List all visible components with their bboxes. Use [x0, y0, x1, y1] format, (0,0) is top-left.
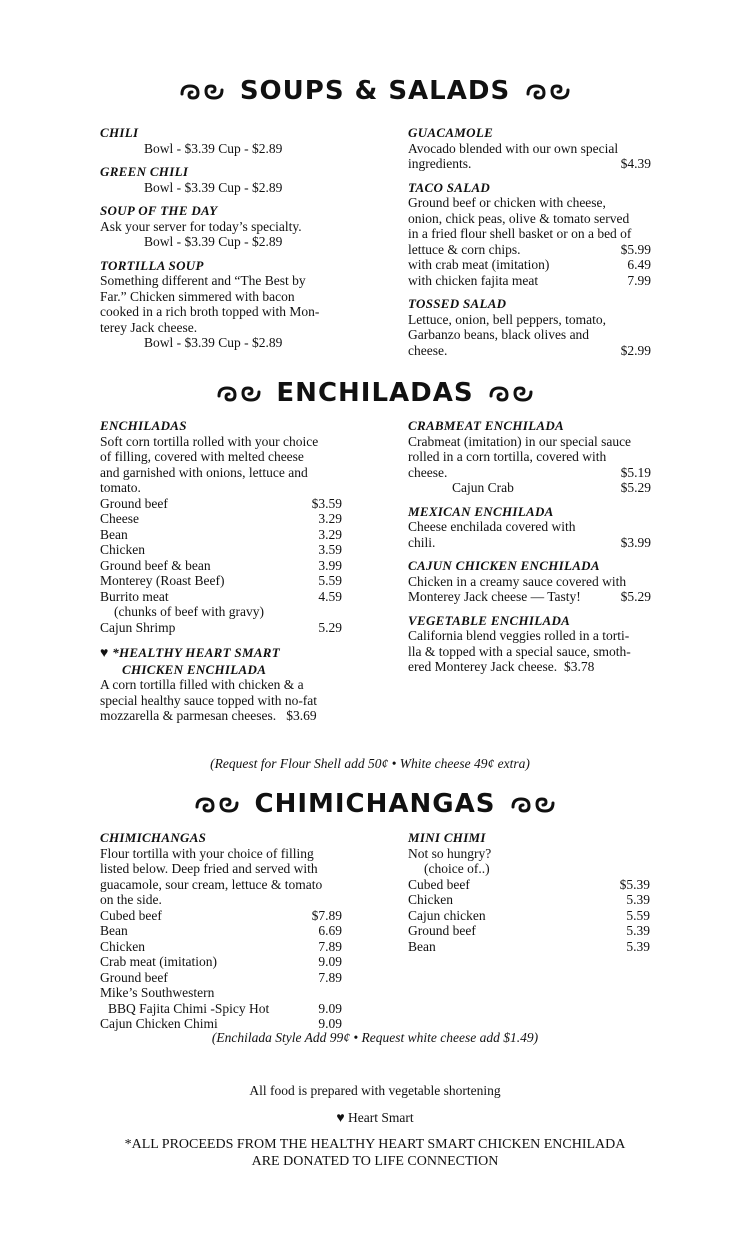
item-price: $3.59: [311, 495, 342, 511]
heart-icon: ♥: [100, 646, 109, 661]
item-description: special healthy sauce topped with no-fat: [100, 692, 318, 708]
price-row: [408, 257, 651, 273]
price-row: [100, 1001, 342, 1017]
item-description: rolled in a corn tortilla, covered with: [408, 449, 607, 464]
item-price: 5.39: [626, 892, 650, 907]
price-row: [408, 923, 650, 939]
swirl-ornament-icon: [178, 82, 226, 102]
option-label: Crab meat (imitation): [100, 954, 217, 969]
item-price: 3.59: [318, 542, 342, 557]
price-row: [100, 908, 342, 924]
item-description: Crabmeat (imitation) in our special sauce: [408, 433, 632, 449]
section-header-chimichangas: [0, 789, 750, 820]
option-label: Cajun Shrimp: [100, 619, 176, 635]
option-label: Ground beef & bean: [100, 557, 211, 573]
item-price: 9.09: [318, 1000, 342, 1016]
price-list: [100, 496, 342, 605]
price-line: Bowl - $3.39 Cup - $2.89: [144, 335, 283, 350]
item-description: terey Jack cheese.: [100, 319, 198, 335]
item-description: cheese.: [408, 342, 448, 358]
item-description: of filling, covered with melted cheese: [100, 449, 304, 464]
item-price: 5.39: [626, 923, 650, 938]
option-label: Ground beef: [100, 969, 168, 985]
option-label: Mike’s Southwestern: [100, 985, 215, 1000]
price-row: [100, 954, 342, 970]
item-price: 9.09: [318, 954, 342, 969]
menu-item-name: TOSSED SALAD: [408, 296, 507, 311]
item-description: Lettuce, onion, bell peppers, tomato,: [408, 311, 606, 327]
enchiladas-note: (Request for Flour Shell add 50¢ • White cheese 49¢ extra): [210, 756, 530, 771]
swirl-ornament-icon: [215, 384, 263, 404]
menu-item-name: GUACAMOLE: [408, 125, 494, 140]
option-label: Ground beef: [408, 923, 476, 938]
item-description: Monterey Jack cheese — Tasty!: [408, 589, 581, 604]
item-price: 9.09: [318, 1016, 342, 1031]
item-description: Garbanzo beans, black olives and: [408, 327, 590, 342]
item-price: $5.39: [619, 876, 650, 892]
item-note: (chunks of beef with gravy): [114, 604, 264, 619]
price-row: [408, 589, 651, 605]
option-label: Cheese: [100, 511, 139, 526]
option-label: Monterey (Roast Beef): [100, 573, 225, 588]
item-description: Flour tortilla with your choice of filling: [100, 845, 314, 861]
price-row: [100, 573, 342, 589]
item-price: 5.29: [318, 619, 342, 635]
price-row: [100, 970, 342, 986]
heart-icon: ♥: [336, 1111, 345, 1126]
chimi-right-column: [408, 830, 650, 954]
healthy-title-line2: CHICKEN ENCHILADA: [122, 661, 267, 677]
item-description: on the side.: [100, 892, 162, 907]
price-line: Bowl - $3.39 Cup - $2.89: [144, 140, 283, 156]
item-description: guacamole, sour cream, lettuce & tomato: [100, 876, 323, 892]
item-price: 3.29: [318, 526, 342, 542]
price-row: [100, 939, 342, 955]
price-row: [408, 892, 650, 908]
menu-item-name: GREEN CHILI: [100, 164, 189, 179]
item-price: 4.59: [318, 588, 342, 604]
option-label: Ground beef: [100, 495, 168, 511]
price-row: [100, 542, 342, 558]
item-price: $4.39: [620, 156, 651, 171]
menu-item-name: MEXICAN ENCHILADA: [408, 503, 554, 519]
item-price: $3.78: [563, 659, 595, 674]
option-label: with crab meat (imitation): [408, 257, 550, 272]
item-description: onion, chick peas, olive & tomato served: [408, 210, 630, 226]
price-row: [408, 273, 651, 289]
footer-shortening: All food is prepared with vegetable shortening: [249, 1083, 501, 1098]
price-row: [408, 343, 651, 359]
item-price: 3.29: [318, 511, 342, 526]
item-description: listed below. Deep fried and served with: [100, 861, 318, 876]
option-label: Chicken: [100, 938, 145, 954]
item-description: and garnished with onions, lettuce and: [100, 464, 308, 480]
item-description-text: ered Monterey Jack cheese.: [408, 659, 558, 674]
option-label: Chicken: [408, 892, 453, 907]
item-price: 3.99: [318, 557, 342, 573]
item-description: tomato.: [100, 480, 141, 495]
price-row: [408, 939, 650, 955]
item-description: in a fried flour shell basket or on a bed of: [408, 226, 632, 241]
price-row: [408, 156, 651, 172]
chimi-note: (Enchilada Style Add 99¢ • Request white cheese add $1.49): [211, 1030, 539, 1045]
swirl-ornament-icon: [509, 795, 557, 815]
menu-item-name: ENCHILADAS: [100, 418, 187, 433]
option-label: Burrito meat: [100, 588, 169, 604]
menu-item-name: [100, 645, 342, 662]
item-description: [100, 708, 342, 724]
swirl-ornament-icon: [524, 82, 572, 102]
item-description: California blend veggies rolled in a torti-: [408, 628, 630, 643]
enchiladas-right-column: [408, 418, 651, 675]
section-title: SOUPS & SALADS: [239, 76, 511, 107]
option-label: Cubed beef: [100, 907, 162, 923]
chimi-left-column: [100, 830, 342, 1032]
item-price: $3.69: [286, 708, 317, 723]
item-description: Far.” Chicken simmered with bacon: [100, 288, 295, 304]
item-description: [408, 659, 651, 675]
price-row: [100, 589, 342, 605]
item-description: (choice of..): [424, 861, 490, 876]
section-title: ENCHILADAS: [276, 378, 474, 409]
footer-proceeds-line2: ARE DONATED TO LIFE CONNECTION: [251, 1154, 499, 1169]
item-price: 7.89: [318, 969, 342, 985]
price-row: [408, 535, 651, 551]
item-description: cheese.: [408, 464, 448, 480]
soups-left-column: [100, 125, 380, 351]
option-label: Cajun chicken: [408, 907, 486, 923]
item-description: cooked in a rich broth topped with Mon-: [100, 304, 320, 319]
healthy-title-line1: *HEALTHY HEART SMART: [112, 645, 280, 660]
option-label: Bean: [408, 938, 436, 954]
price-row: [100, 496, 342, 512]
menu-item-name: CHILI: [100, 125, 139, 140]
option-label: with chicken fajita meat: [408, 272, 539, 288]
menu-item-name: SOUP OF THE DAY: [100, 203, 218, 218]
item-price: 5.39: [626, 938, 650, 954]
item-description-text: mozzarella & parmesan cheeses.: [100, 708, 277, 723]
soups-right-column: [408, 125, 651, 358]
price-row: [408, 908, 650, 924]
menu-item-name: TACO SALAD: [408, 179, 491, 195]
section-header-enchiladas: [0, 378, 750, 409]
item-description: ingredients.: [408, 156, 472, 171]
item-price: $3.99: [620, 534, 651, 550]
item-description: Something different and “The Best by: [100, 273, 306, 288]
item-description: Cheese enchilada covered with: [408, 519, 576, 534]
price-row: [408, 480, 651, 496]
price-row: [408, 877, 650, 893]
price-row: [100, 923, 342, 939]
item-description: Ask your server for today’s specialty.: [100, 218, 302, 234]
menu-item-name: CRABMEAT ENCHILADA: [408, 418, 565, 433]
item-description: Ground beef or chicken with cheese,: [408, 195, 606, 210]
option-label: BBQ Fajita Chimi -Spicy Hot: [108, 1000, 270, 1016]
swirl-ornament-icon: [193, 795, 241, 815]
item-price: $5.29: [620, 589, 651, 604]
item-description: A corn tortilla filled with chicken & a: [100, 677, 304, 692]
price-row: [100, 558, 342, 574]
item-price: 7.89: [318, 938, 342, 954]
option-label: Bean: [100, 923, 128, 938]
section-header-soups: [0, 76, 750, 107]
option-label: Cajun Chicken Chimi: [100, 1016, 218, 1031]
item-price: $7.89: [311, 907, 342, 923]
price-row: [408, 465, 651, 481]
item-description: Soft corn tortilla rolled with your choice: [100, 433, 319, 449]
heart-smart-label: Heart Smart: [348, 1110, 414, 1125]
price-row: [100, 511, 342, 527]
item-price: 6.69: [318, 923, 342, 938]
item-price: $5.19: [620, 464, 651, 480]
price-line: Bowl - $3.39 Cup - $2.89: [144, 179, 283, 195]
item-price: $5.99: [620, 241, 651, 257]
price-line: Bowl - $3.39 Cup - $2.89: [144, 234, 283, 249]
item-price: $2.99: [620, 342, 651, 358]
menu-item-name: MINI CHIMI: [408, 830, 486, 845]
footer-heart-smart: [0, 1110, 750, 1127]
section-title: CHIMICHANGAS: [254, 789, 496, 820]
menu-item-name: TORTILLA SOUP: [100, 257, 204, 273]
footer-proceeds-line1: *ALL PROCEEDS FROM THE HEALTHY HEART SMART CHICKEN ENCHILADA: [124, 1137, 626, 1152]
item-description: chili.: [408, 534, 436, 550]
price-row: [408, 242, 651, 258]
option-label: Chicken: [100, 542, 145, 557]
price-row: [100, 527, 342, 543]
item-price: 6.49: [627, 257, 651, 272]
item-description: lla & topped with a special sauce, smoth-: [408, 643, 631, 659]
enchiladas-left-column: [100, 418, 342, 724]
menu-item-name: VEGETABLE ENCHILADA: [408, 612, 571, 628]
item-description: lettuce & corn chips.: [408, 241, 521, 257]
option-label: Cajun Crab: [452, 480, 514, 495]
item-price: 7.99: [627, 272, 651, 288]
item-description: Chicken in a creamy sauce covered with: [408, 573, 627, 589]
menu-item-name: CAJUN CHICKEN ENCHILADA: [408, 558, 600, 573]
option-label: Cubed beef: [408, 876, 470, 892]
menu-item-name: CHIMICHANGAS: [100, 830, 207, 845]
price-row: [100, 620, 342, 636]
option-label: Bean: [100, 526, 128, 542]
item-price: $5.29: [620, 480, 651, 495]
item-price: 5.59: [318, 573, 342, 588]
item-description: Avocado blended with our own special: [408, 140, 619, 156]
item-description: Not so hungry?: [408, 845, 492, 861]
swirl-ornament-icon: [487, 384, 535, 404]
item-price: 5.59: [626, 907, 650, 923]
